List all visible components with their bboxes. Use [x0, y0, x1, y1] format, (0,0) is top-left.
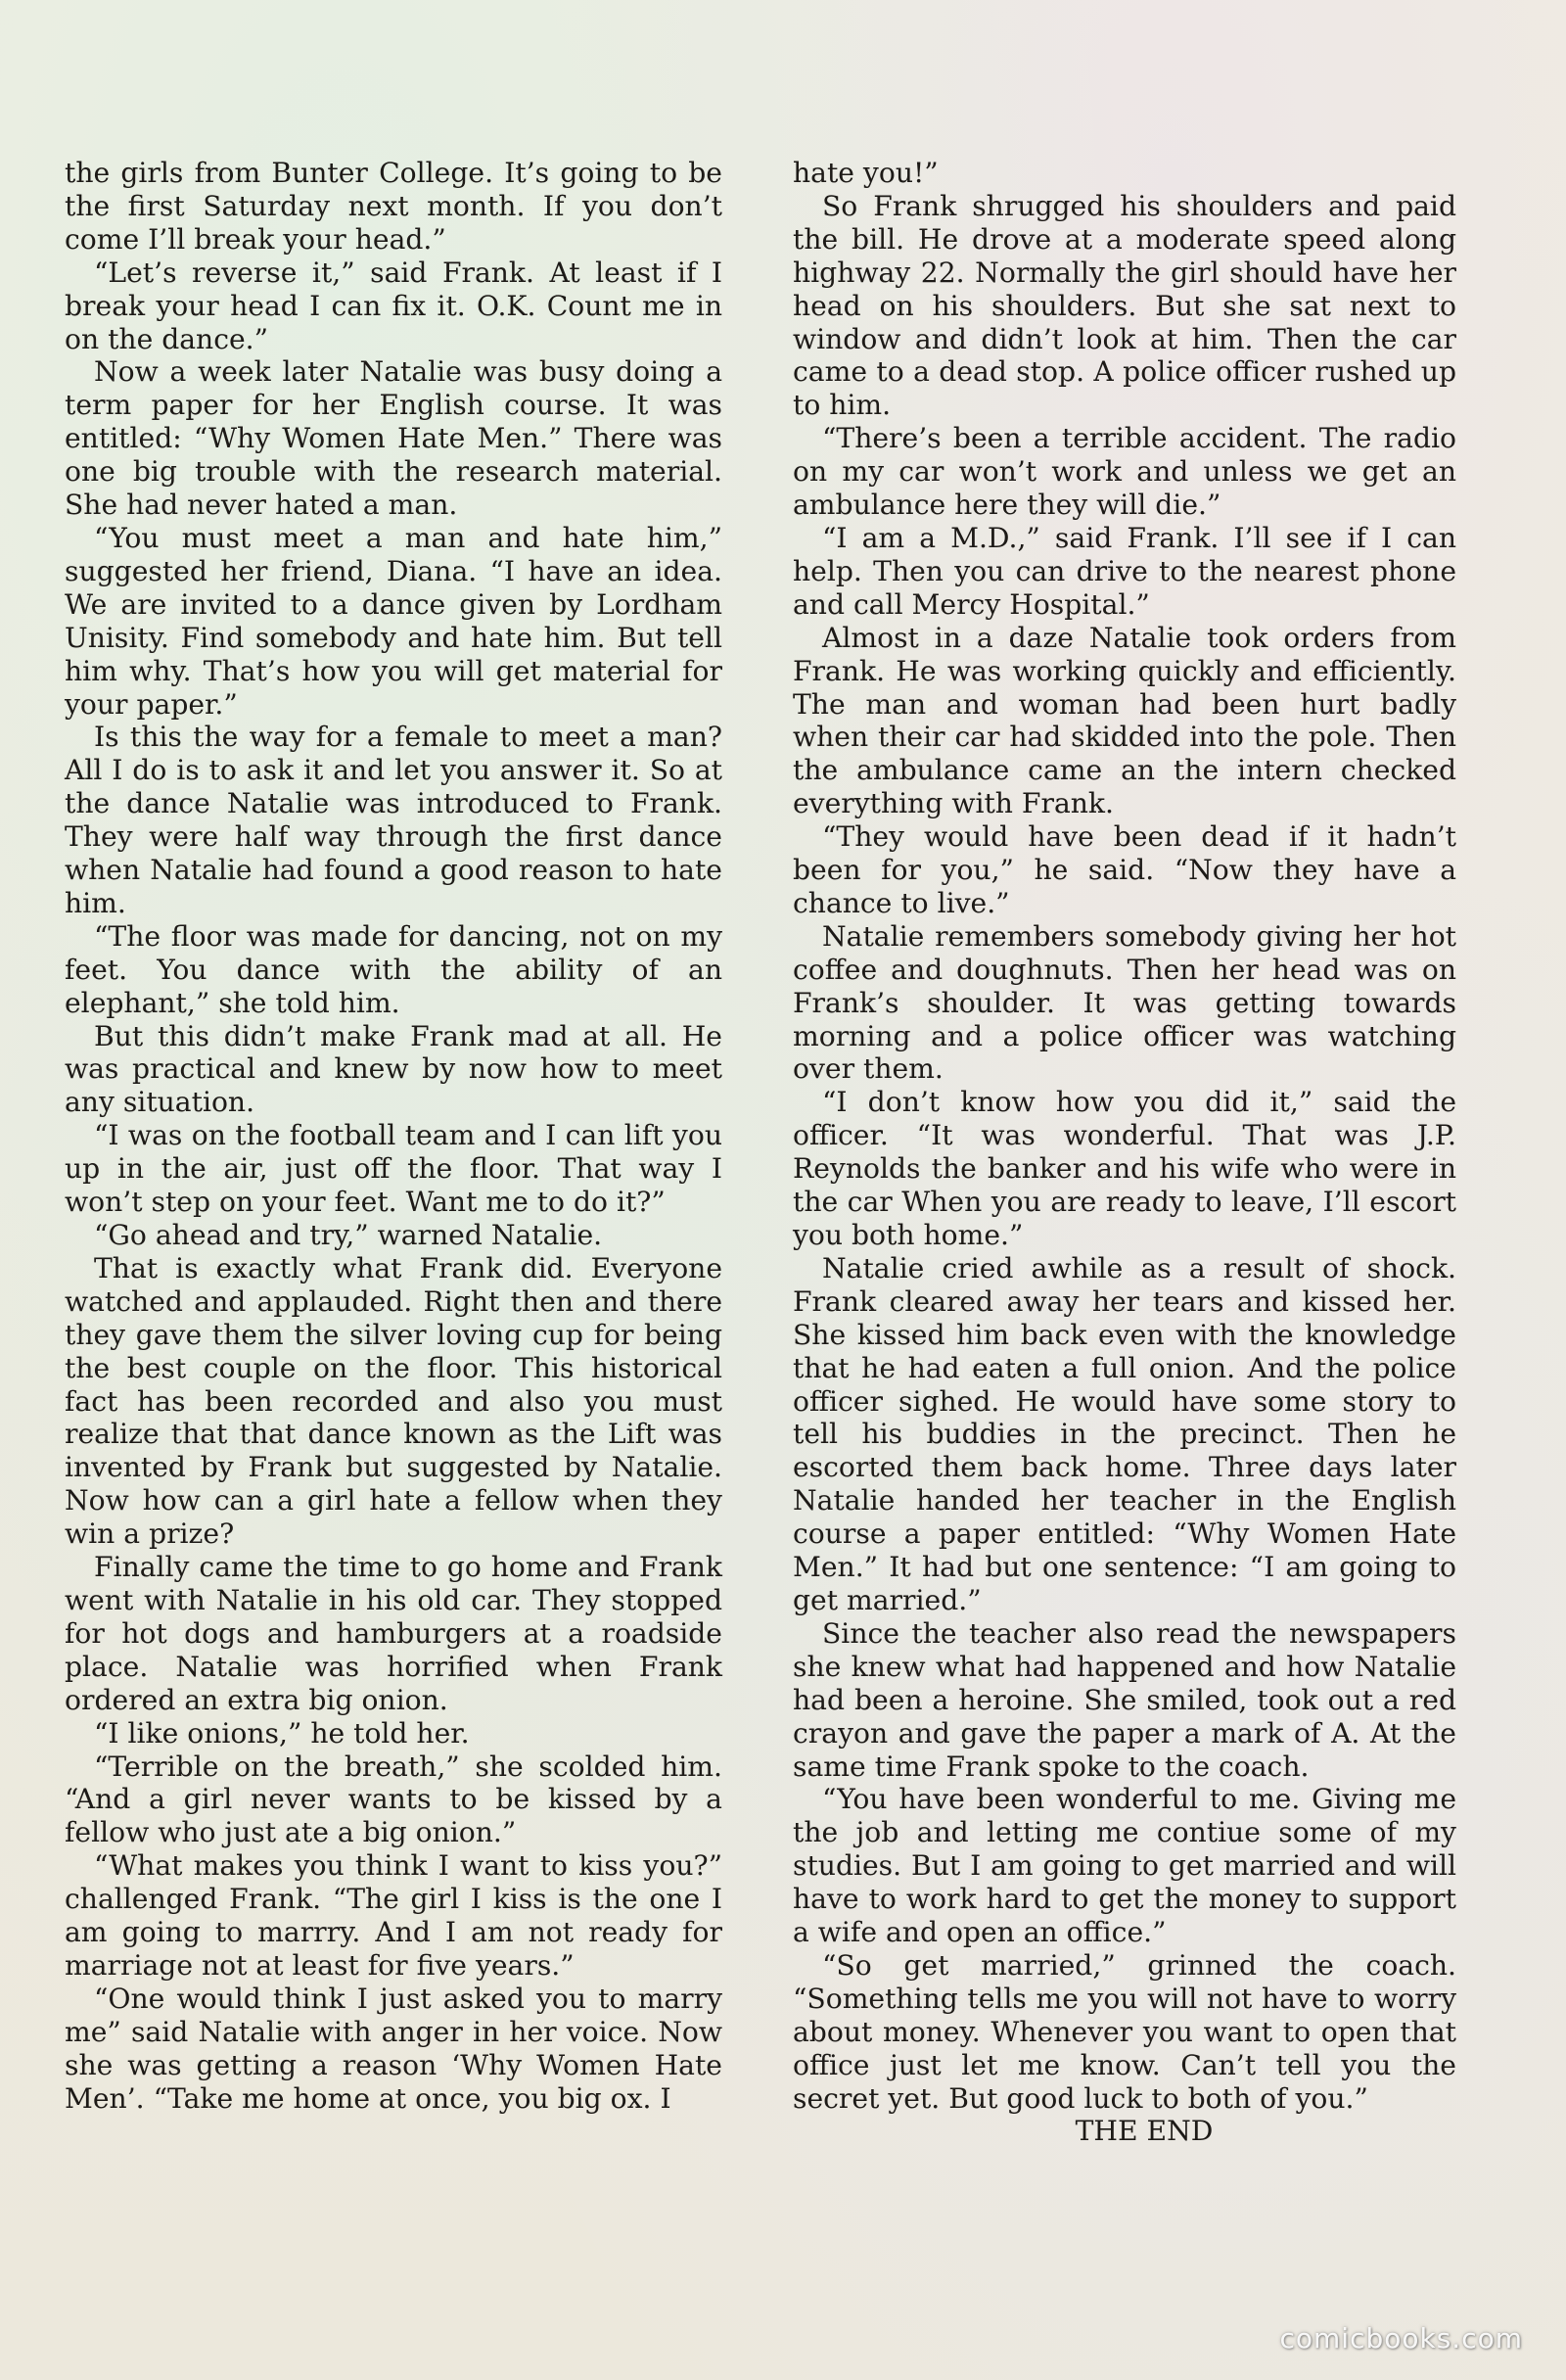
paragraph: “You must meet a man and hate him,” suggested her friend, Diana. “I have an idea. We are invited to a dance given by Lordham Unisity. Find somebody and hate him. But tell him why. That’s how you will get material for your paper.”	[65, 521, 722, 721]
paragraph: “So get married,” grinned the coach. “Something tells me you will not have to worry about money. Whenever you want to open that office just let me know. Can’t tell you the secret yet. But good luck to both of you.”	[793, 1948, 1456, 2115]
paragraph: Now a week later Natalie was busy doing a term paper for her English course. It was entitled: “Why Women Hate Men.” There was one big trouble with the research material. She had never hated a man.	[65, 355, 722, 522]
paragraph: “Let’s reverse it,” said Frank. At least if I break your head I can fix it. O.K. Count me in on the dance.”	[65, 256, 722, 355]
paragraph: “I am a M.D.,” said Frank. I’ll see if I can help. Then you can drive to the nearest phone and call Mercy Hospital.”	[793, 521, 1456, 621]
paragraph: Is this the way for a female to meet a man? All I do is to ask it and let you answer it. So at the dance Natalie was introduced to Frank. They were half way through the first dance when Natalie had found a good reason to hate him.	[65, 721, 722, 919]
paragraph: “The floor was made for dancing, not on my feet. You dance with the ability of an elephant,” she told him.	[65, 919, 722, 1019]
site-watermark: comicbooks.com	[1279, 2322, 1523, 2355]
paragraph: That is exactly what Frank did. Everyone watched and applauded. Right then and there they gave them the silver loving cup for being the best couple on the floor. This historical fact has been recorded and also you must realize that that dance known as the Lift was invented by Frank but suggested by Natalie. Now how can a girl hate a fellow when they win a prize?	[65, 1251, 722, 1551]
paragraph: “You have been wonderful to me. Giving me the job and letting me contiue some of my studies. But I am going to get married and will have to work hard to get the money to support a wife and open an office.”	[793, 1783, 1456, 1949]
the-end-label: THE END	[1075, 2115, 1214, 2148]
paragraph: Natalie remembers somebody giving her hot coffee and doughnuts. Then her head was on Frank’s shoulder. It was getting towards morning and a police officer was watching over them.	[793, 919, 1456, 1086]
paragraph: “I was on the football team and I can lift you up in the air, just off the floor. That way I won’t step on your feet. Want me to do it?”	[65, 1119, 722, 1219]
paragraph: Finally came the time to go home and Frank went with Natalie in his old car. They stopped for hot dogs and hamburgers at a roadside place. Natalie was horrified when Frank ordered an extra big onion.	[65, 1551, 722, 1716]
paragraph: “One would think I just asked you to marry me” said Natalie with anger in her voice. Now she was getting a reason ‘Why Women Hate Men’. “Take me home at once, you big ox. I	[65, 1982, 722, 2115]
paragraph: hate you!”	[793, 157, 939, 189]
paragraph: Natalie cried awhile as a result of shock. Frank cleared away her tears and kissed her. She kissed him back even with the knowledge that he had eaten a full onion. And the police officer sighed. He would have some story to tell his buddies in the precinct. Then he escorted them back home. Three days later Natalie handed her teacher in the English course a paper entitled: “Why Women Hate Men.” It had but one sentence: “I am going to get married.”	[793, 1251, 1456, 1616]
paragraph: So Frank shrugged his shoulders and paid the bill. He drove at a moderate speed along highway 22. Normally the girl should have her head on his shoulders. But she sat next to window and didn’t look at him. Then the car came to a dead stop. A police officer rushed up to him.	[793, 189, 1456, 422]
paragraph: Almost in a daze Natalie took orders from Frank. He was working quickly and efficiently. The man and woman had been hurt badly when their car had skidded into the pole. Then the ambulance came an the intern checked everything with Frank.	[793, 621, 1456, 820]
paragraph: “Go ahead and try,” warned Natalie.	[94, 1219, 603, 1251]
paragraph: “What makes you think I want to kiss you?” challenged Frank. “The girl I kiss is the one I am going to marrry. And I am not ready for marriage not at least for five years.”	[65, 1849, 722, 1982]
paragraph: But this didn’t make Frank mad at all. He was practical and knew by now how to meet any situation.	[65, 1019, 722, 1119]
paragraph: the girls from Bunter College. It’s going to be the first Saturday next month. If you don’t come I’ll break your head.”	[65, 157, 722, 256]
paragraph: “Terrible on the breath,” she scolded him. “And a girl never wants to be kissed by a fellow who just ate a big onion.”	[65, 1750, 722, 1849]
paragraph: “There’s been a terrible accident. The radio on my car won’t work and unless we get an ambulance here they will die.”	[793, 422, 1456, 522]
paragraph: “I like onions,” he told her.	[94, 1716, 470, 1750]
left-text-column	[65, 157, 722, 2115]
right-text-column	[793, 157, 1456, 2148]
paragraph: Since the teacher also read the newspapers she knew what had happened and how Natalie had been a heroine. She smiled, took out a red crayon and gave the paper a mark of A. At the same time Frank spoke to the coach.	[793, 1616, 1456, 1783]
paragraph: “They would have been dead if it hadn’t been for you,” he said. “Now they have a chance to live.”	[793, 820, 1456, 919]
paragraph: “I don’t know how you did it,” said the officer. “It was wonderful. That was J.P. Reynolds the banker and his wife who were in the car When you are ready to leave, I’ll escort you both home.”	[793, 1086, 1456, 1251]
